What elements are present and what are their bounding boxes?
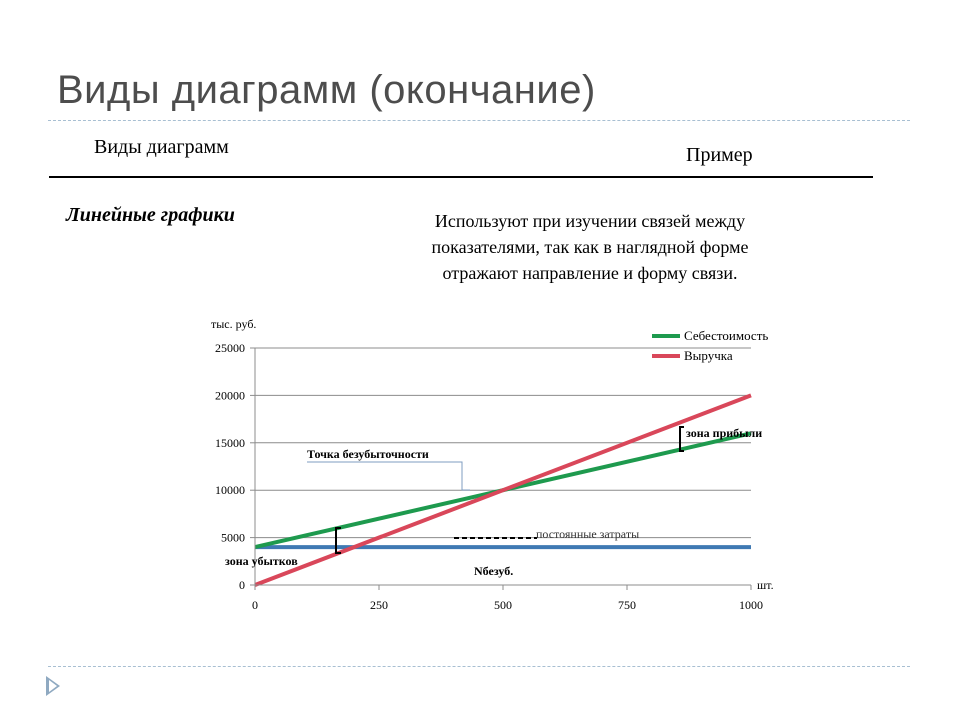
y-tick-label: 20000 [215, 388, 245, 403]
annotation-profit-zone: зона прибыли [686, 426, 763, 440]
annotation-fixed-costs: постоянные затраты [536, 527, 640, 541]
column-header-types: Виды диаграмм [94, 136, 229, 158]
x-tick-label: 500 [494, 598, 512, 612]
y-tick-label: 10000 [215, 483, 245, 498]
description-line: отражают направление и форму связи. [442, 263, 738, 283]
annotation-break-even-point: Точка безубыточности [307, 447, 429, 461]
slide-title: Виды диаграмм (окончание) [57, 68, 596, 112]
y-tick-label: 5000 [221, 530, 245, 545]
column-header-example: Пример [686, 144, 753, 166]
description-line: показателями, так как в наглядной форме [431, 237, 749, 257]
break-even-leader [307, 462, 470, 490]
x-tick-label: 750 [618, 598, 636, 612]
annotation-loss-zone: зона убытков [225, 554, 298, 568]
y-tick-label: 25000 [215, 341, 245, 355]
x-tick-label: 0 [252, 598, 258, 612]
legend [652, 328, 768, 363]
description-line: Используют при изучении связей между [434, 211, 746, 231]
play-arrow-icon [46, 676, 60, 696]
y-tick-label: 0 [239, 578, 245, 592]
legend-label-cost: Себестоимость [684, 328, 769, 343]
x-tick-label: 250 [370, 598, 388, 612]
footer-divider [48, 666, 910, 667]
x-tick-label: 1000 [739, 598, 763, 612]
row-label-line-charts: Линейные графики [66, 204, 235, 226]
chart-gridlines [255, 348, 751, 538]
x-axis-unit: шт. [757, 578, 774, 592]
y-tick-label: 15000 [215, 435, 245, 450]
y-axis-label: тыс. руб. [211, 317, 257, 331]
annotation-n-break-even: Nбезуб. [474, 564, 514, 578]
legend-label-revenue: Выручка [684, 348, 733, 363]
loss-zone-bracket [336, 528, 341, 553]
